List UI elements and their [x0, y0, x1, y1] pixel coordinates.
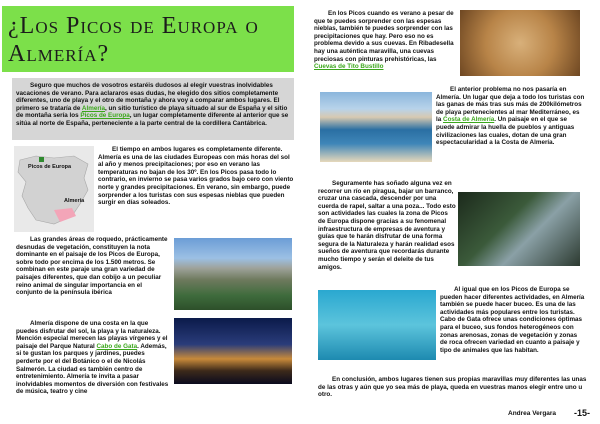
canyoning-photo: [458, 192, 580, 266]
city-night-photo: [174, 318, 292, 384]
title-line-1: ¿Los Picos de Europa o: [8, 13, 259, 39]
gata-paragraph: Al igual que en los Picos de Europa se pueden hacer diferentes actividades, en Almería también se puede hacer buceo. Es una de las actividades más populares entre los turistas. Cabo de Gata ofrece unas condiciones óptimas para el buceo, sus fondos heterogéneos con zonas arenosas, zonas de vegetación y zonas de roca ofrecen variedad en cuanto a paisaje y tipo de animales que las habitan.: [440, 286, 585, 354]
page-number: -15-: [574, 408, 591, 418]
rain-paragraph: El anterior problema no nos pasaría en Almería. Un lugar que deja a todo los turistas con las ganas de más tras sus más de 200kilómetros de playa pertenecientes al mar Mediterráneo, es la Costa de Almería. Un paisaje en el que se puede admirar la huella de pueblos y antiguas civilizaciones las cuales, dotan de una gran espectacularidad a la Costa de Almería.: [436, 86, 585, 147]
title-line-2: Almería?: [8, 41, 110, 67]
cabo-de-gata-link[interactable]: Cabo de Gata: [96, 342, 138, 350]
fog-paragraph: En los Picos cuando es verano a pesar de que te puedes sorprender con las espesas nieblas, también te puedes sorprender con las precipitaciones que hay. Pero eso no es problema devido a sus cuevas. En Ribadesella hay una auténtica maravilla, una cuevas preciosas con pinturas prehistóricas, las Cuevas de Tito Bustillo: [314, 10, 454, 71]
author-name: Andrea Vergara: [508, 410, 557, 417]
costa-almeria-link[interactable]: Costa de Almería: [443, 116, 495, 124]
adventure-paragraph: Seguramente has soñado alguna vez en recorrer un río en piragua, bajar un barranco, cruzar una cascada, descender por una cuerda de rapel, saltar a una poza... Todo esto son actividades las cuales la zona de Picos de Europa dispone gracias a su fenomenal infraestructura de empresas de aventura y guías que te harán disfrutar de una forma segura de la Naturaleza y harán realidad esos sueños de aventura que recordarás durante mucho tiempo y serán el deleite de tus amigos.: [318, 180, 456, 271]
coast-paragraph: Almería dispone de una costa en la que puedes disfrutar del sol, la playa y la naturaleza. Mención especial merecen las playas vírgenes y el paisaje del Parque Natural Cabo de Gata. Además, si te gustan los parques y jardines, puedes perderte por el del Botánico o el de Nicolás Salmerón. La ciudad es también centro de entretenimiento. Almería te invita a pasar inolvidables momentos de diversión con festivales de música, teatro y cine: [16, 320, 169, 396]
rocks-paragraph: Las grandes áreas de roquedo, prácticamente desnudas de vegetación, constituyen la nota dominante en el paisaje de los Picos de Europa, sobre todo por encima de los 1.500 metros. Se combinan en este paraje una gran variedad de paisajes diferentes, que dan cobijo a un peculiar reino animal de singular importancia en el conjunto de la península ibérica: [16, 236, 168, 297]
map-label-picos: Picos de Europa: [28, 164, 72, 170]
beach-photo: [320, 92, 432, 162]
title-banner: [2, 6, 294, 72]
conclusion-paragraph: En conclusión, ambos lugares tienen sus propias maravillas muy diferentes las unas de las otras y aún que yo sea más de playa, queda en vuestras manos elegir entre uno u otro.: [318, 376, 587, 399]
diving-photo: [318, 290, 436, 360]
tito-bustillo-link[interactable]: Cuevas de Tito Bustillo: [314, 63, 384, 71]
spain-map-graphic: [14, 146, 94, 232]
almeria-link[interactable]: Almería: [81, 104, 106, 112]
map-label-almeria: Almería: [64, 198, 85, 204]
cave-painting-photo: [460, 10, 580, 76]
mountains-photo: [174, 238, 292, 310]
intro-paragraph: Seguro que muchos de vosotros estaréis dudosos al elegir vuestras inolvidables vacaciones de verano. Para aclararos esas dudas, he elegido dos sitios completamente diferentes, uno de playa y el otro de montaña y ahora voy a comparar ambos lugares. El primero se trataría de Almería, un sitio turístico de playa situado al sur de España y el sitio de montaña sería los Picos de Europa, un lugar completamente diferente al anterior que se sitúa al norte de España, perteneciente a la parte central de la cordillera Cantábrica.: [16, 82, 289, 127]
picos-link[interactable]: Picos de Europa: [80, 112, 130, 120]
spain-map: [14, 146, 94, 232]
climate-paragraph: El tiempo en ambos lugares es completamente diferente. Almería es una de las ciudades Europeas con más horas del sol al año y menos precipitaciones; por eso en verano las temperaturas no bajan de los 30º. En los Picos pasa todo lo contrario, en invierno se pasa varios grados bajo cero con viento norte y grandes precipitaciones. En verano, sin embargo, puede sorprender a los turistas con sus espesas nieblas que pueden surgir en días soleados.: [98, 146, 294, 207]
